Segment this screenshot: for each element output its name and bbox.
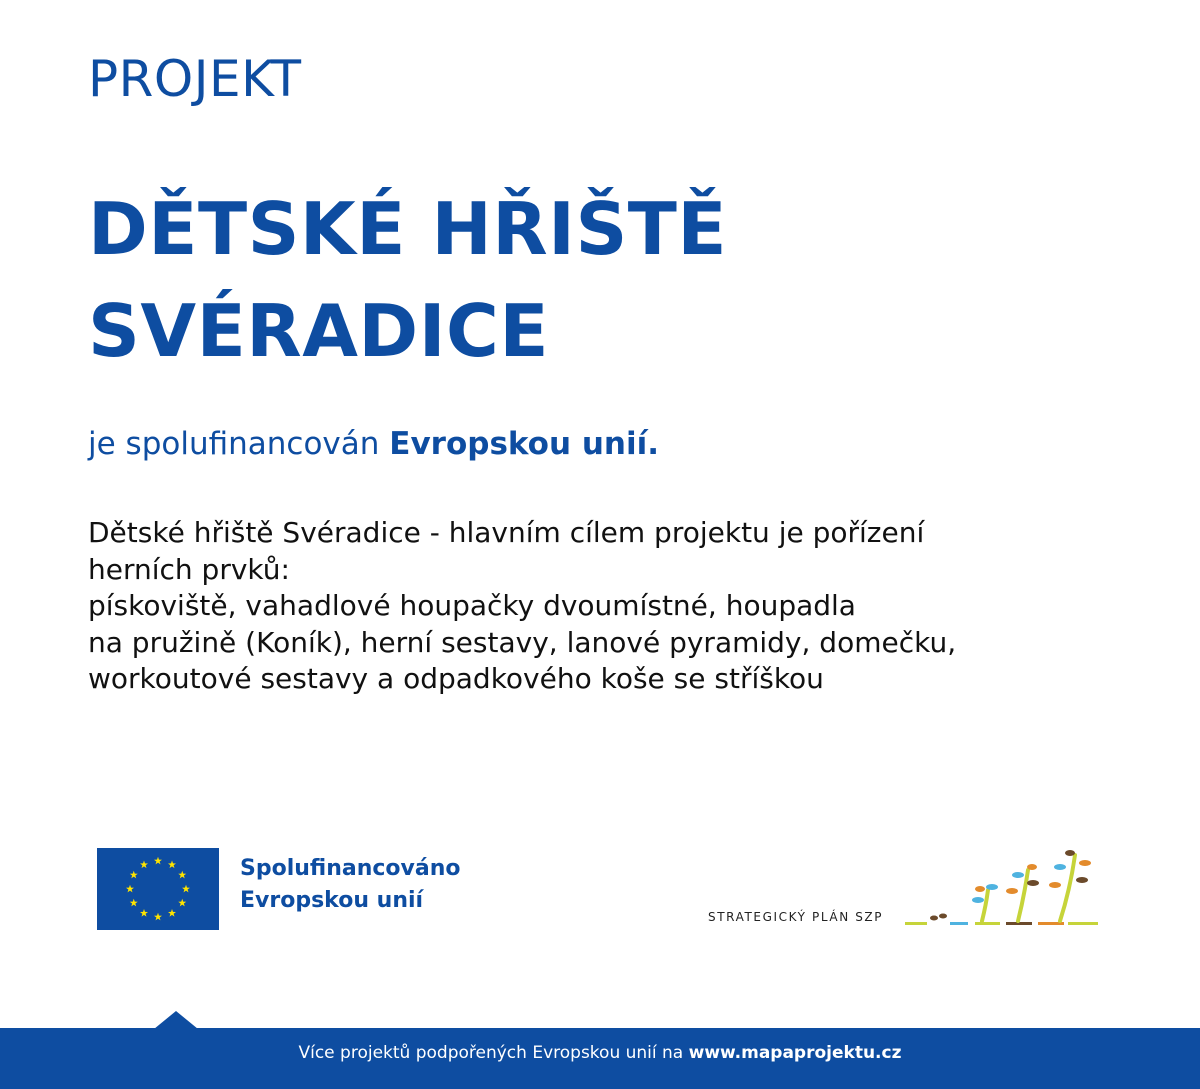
eu-label-line-1: Spolufinancováno	[240, 856, 461, 881]
eu-label-line-2: Evropskou unií	[240, 888, 424, 913]
project-label: PROJEKT	[88, 50, 302, 108]
szp-plants-logo-icon	[900, 845, 1105, 930]
cofinancing-prefix: je spolufinancován	[88, 426, 390, 462]
description-line: herních prvků:	[88, 552, 290, 586]
cofinancing-eu: Evropskou unií.	[389, 426, 660, 462]
title-line-2: SVÉRADICE	[88, 289, 550, 373]
description-line: pískoviště, vahadlové houpačky dvoumístné, houpadla	[88, 589, 856, 622]
description-line: Dětské hřiště Svéradice - hlavním cílem projektu je pořízení	[88, 516, 925, 549]
title-line-1: DĚTSKÉ HŘIŠTĚ	[88, 187, 728, 271]
cofinancing-statement	[88, 426, 659, 462]
footer-prefix: Více projektů podpořených Evropskou unií na	[298, 1043, 689, 1063]
description-line: na pružině (Koník), herní sestavy, lanové pyramidy, domečku,	[88, 625, 957, 659]
description-line: workoutové sestavy a odpadkového koše se stříškou	[88, 662, 824, 695]
project-description	[88, 515, 956, 698]
footer-notch	[154, 1011, 198, 1029]
szp-label: STRATEGICKÝ PLÁN SZP	[708, 910, 884, 924]
eu-cofinanced-label	[240, 853, 461, 917]
eu-flag-icon	[97, 848, 219, 930]
project-title	[88, 178, 727, 382]
footer-link[interactable]: www.mapaprojektu.cz	[688, 1043, 902, 1063]
footer-text	[0, 1043, 1200, 1063]
